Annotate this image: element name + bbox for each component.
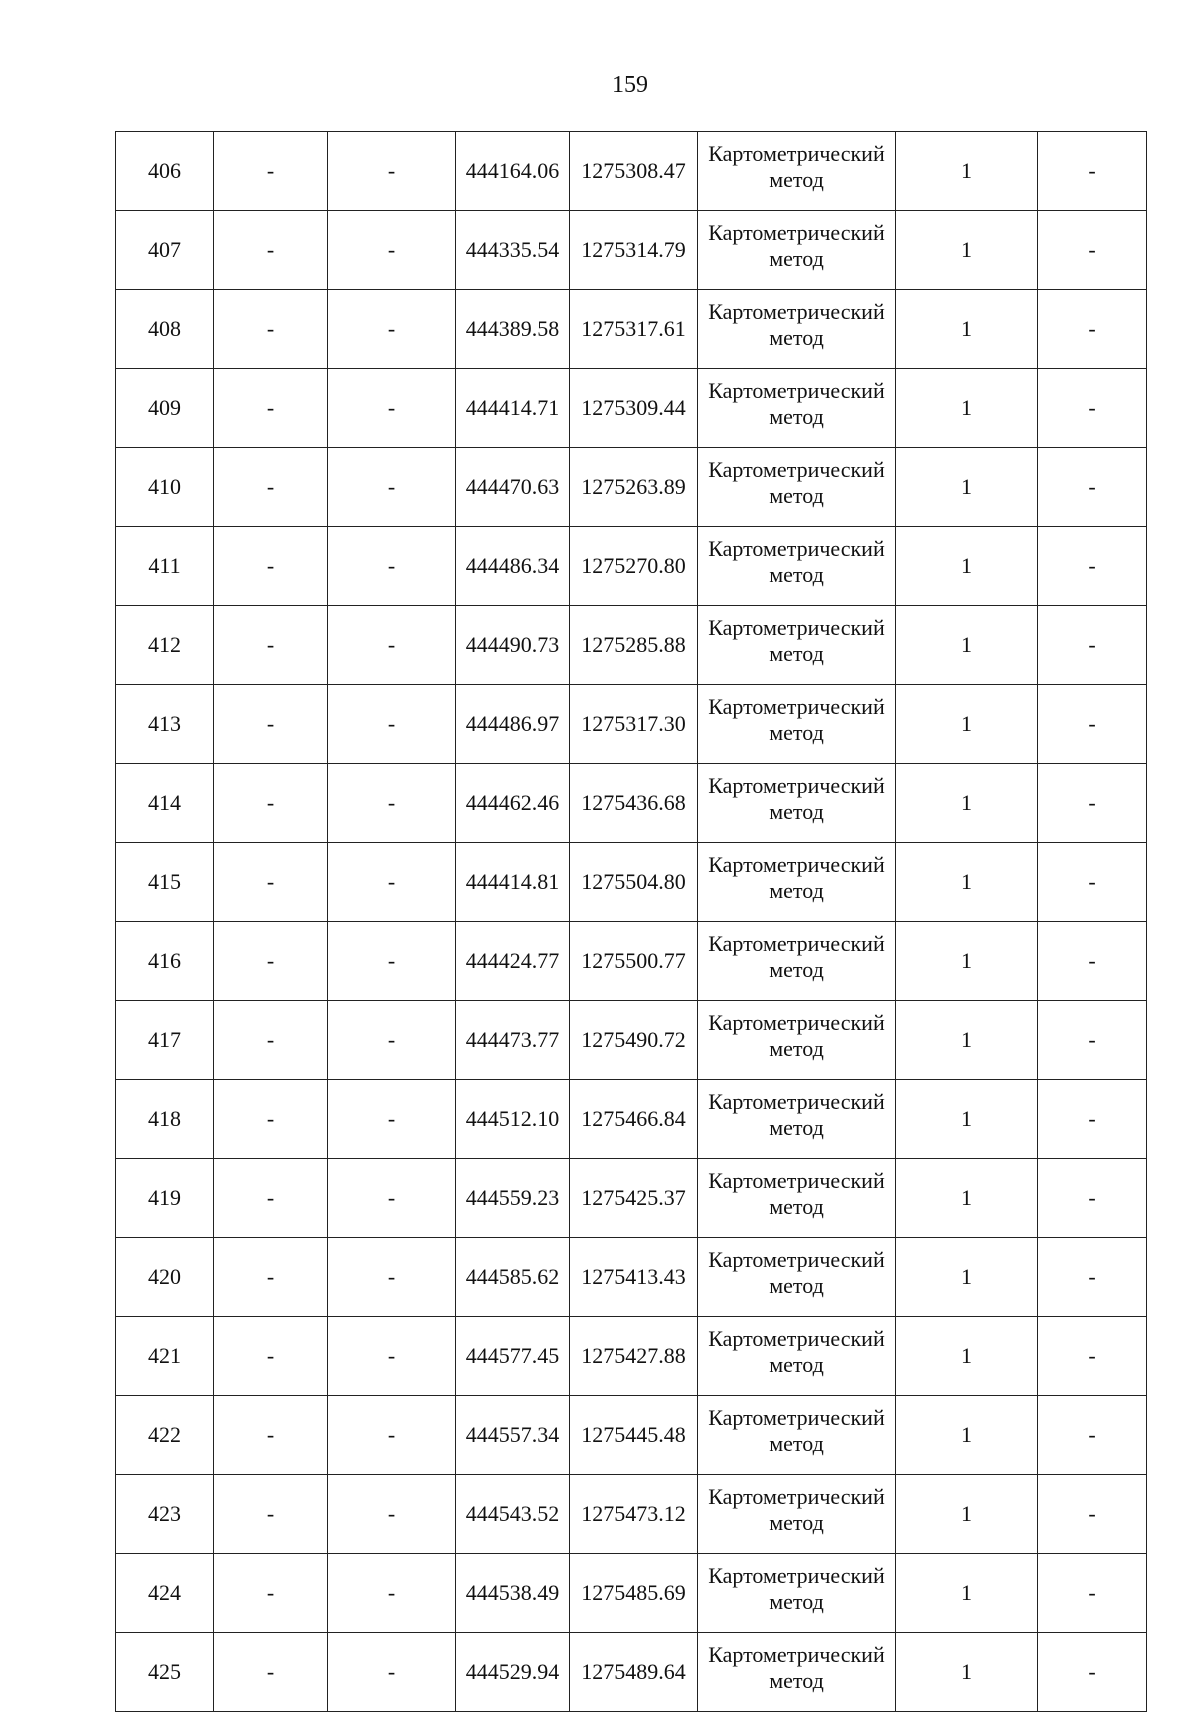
point-number-cell: 421 — [116, 1317, 214, 1396]
coordinate-x-cell: 444529.94 — [456, 1633, 570, 1712]
method-line: Картометрический — [708, 1642, 885, 1667]
method-line: Картометрический — [708, 457, 885, 482]
precision-cell: 1 — [896, 922, 1038, 1001]
note-cell: - — [1038, 1317, 1147, 1396]
method-line: Картометрический — [708, 1089, 885, 1114]
coordinate-y-cell: 1275489.64 — [570, 1633, 698, 1712]
method-line: метод — [769, 799, 824, 824]
coordinate-y-cell: 1275425.37 — [570, 1159, 698, 1238]
table-row — [116, 290, 1147, 369]
method-line: Картометрический — [708, 1563, 885, 1588]
table-row — [116, 606, 1147, 685]
point-number-cell: 424 — [116, 1554, 214, 1633]
method-cell — [698, 685, 896, 764]
empty-dash-cell: - — [214, 132, 328, 211]
precision-cell: 1 — [896, 211, 1038, 290]
method-line: Картометрический — [708, 220, 885, 245]
table-row — [116, 1159, 1147, 1238]
coordinate-x-cell: 444512.10 — [456, 1080, 570, 1159]
precision-cell: 1 — [896, 1080, 1038, 1159]
note-cell: - — [1038, 369, 1147, 448]
coordinate-y-cell: 1275473.12 — [570, 1475, 698, 1554]
coordinate-x-cell: 444164.06 — [456, 132, 570, 211]
precision-cell: 1 — [896, 1554, 1038, 1633]
method-line: метод — [769, 641, 824, 666]
method-cell — [698, 1317, 896, 1396]
empty-dash-cell: - — [328, 764, 456, 843]
table-row — [116, 1080, 1147, 1159]
point-number-cell: 419 — [116, 1159, 214, 1238]
coordinate-y-cell: 1275317.30 — [570, 685, 698, 764]
empty-dash-cell: - — [214, 369, 328, 448]
point-number-cell: 416 — [116, 922, 214, 1001]
method-line: Картометрический — [708, 1247, 885, 1272]
method-line: Картометрический — [708, 694, 885, 719]
empty-dash-cell: - — [328, 1475, 456, 1554]
method-cell — [698, 1001, 896, 1080]
coordinate-x-cell: 444577.45 — [456, 1317, 570, 1396]
point-number-cell: 406 — [116, 132, 214, 211]
coordinate-y-cell: 1275317.61 — [570, 290, 698, 369]
table-row — [116, 922, 1147, 1001]
coordinate-y-cell: 1275500.77 — [570, 922, 698, 1001]
empty-dash-cell: - — [328, 1317, 456, 1396]
note-cell: - — [1038, 922, 1147, 1001]
note-cell: - — [1038, 1633, 1147, 1712]
point-number-cell: 415 — [116, 843, 214, 922]
coordinate-y-cell: 1275490.72 — [570, 1001, 698, 1080]
note-cell: - — [1038, 448, 1147, 527]
method-line: Картометрический — [708, 1010, 885, 1035]
empty-dash-cell: - — [214, 606, 328, 685]
empty-dash-cell: - — [328, 290, 456, 369]
coordinate-y-cell: 1275445.48 — [570, 1396, 698, 1475]
method-cell — [698, 1238, 896, 1317]
coordinate-y-cell: 1275270.80 — [570, 527, 698, 606]
precision-cell: 1 — [896, 290, 1038, 369]
coordinate-y-cell: 1275314.79 — [570, 211, 698, 290]
method-line: метод — [769, 878, 824, 903]
note-cell: - — [1038, 1475, 1147, 1554]
coordinate-x-cell: 444473.77 — [456, 1001, 570, 1080]
method-line: Картометрический — [708, 141, 885, 166]
coordinate-x-cell: 444414.81 — [456, 843, 570, 922]
empty-dash-cell: - — [214, 685, 328, 764]
empty-dash-cell: - — [214, 1554, 328, 1633]
coordinate-y-cell: 1275309.44 — [570, 369, 698, 448]
precision-cell: 1 — [896, 369, 1038, 448]
method-line: Картометрический — [708, 931, 885, 956]
table-row — [116, 1554, 1147, 1633]
precision-cell: 1 — [896, 1159, 1038, 1238]
method-cell — [698, 448, 896, 527]
table-row — [116, 527, 1147, 606]
precision-cell: 1 — [896, 527, 1038, 606]
method-line: метод — [769, 1036, 824, 1061]
method-line: метод — [769, 1431, 824, 1456]
coordinate-y-cell: 1275504.80 — [570, 843, 698, 922]
empty-dash-cell: - — [328, 1554, 456, 1633]
table-body — [116, 132, 1147, 1712]
method-line: Картометрический — [708, 536, 885, 561]
point-number-cell: 407 — [116, 211, 214, 290]
empty-dash-cell: - — [328, 1001, 456, 1080]
coordinate-y-cell: 1275263.89 — [570, 448, 698, 527]
method-cell — [698, 132, 896, 211]
empty-dash-cell: - — [214, 1317, 328, 1396]
note-cell: - — [1038, 1159, 1147, 1238]
coordinate-x-cell: 444585.62 — [456, 1238, 570, 1317]
method-line: метод — [769, 246, 824, 271]
table-row — [116, 1001, 1147, 1080]
coordinate-y-cell: 1275466.84 — [570, 1080, 698, 1159]
note-cell: - — [1038, 764, 1147, 843]
point-number-cell: 422 — [116, 1396, 214, 1475]
point-number-cell: 410 — [116, 448, 214, 527]
empty-dash-cell: - — [328, 1159, 456, 1238]
point-number-cell: 414 — [116, 764, 214, 843]
note-cell: - — [1038, 1396, 1147, 1475]
table-row — [116, 764, 1147, 843]
coordinate-x-cell: 444543.52 — [456, 1475, 570, 1554]
table-row — [116, 1633, 1147, 1712]
coordinate-x-cell: 444490.73 — [456, 606, 570, 685]
coordinate-y-cell: 1275485.69 — [570, 1554, 698, 1633]
note-cell: - — [1038, 843, 1147, 922]
method-line: метод — [769, 1589, 824, 1614]
point-number-cell: 413 — [116, 685, 214, 764]
method-line: Картометрический — [708, 1405, 885, 1430]
coordinate-y-cell: 1275308.47 — [570, 132, 698, 211]
empty-dash-cell: - — [214, 211, 328, 290]
empty-dash-cell: - — [328, 922, 456, 1001]
table-row — [116, 132, 1147, 211]
empty-dash-cell: - — [328, 211, 456, 290]
precision-cell: 1 — [896, 764, 1038, 843]
precision-cell: 1 — [896, 132, 1038, 211]
empty-dash-cell: - — [214, 527, 328, 606]
method-line: метод — [769, 720, 824, 745]
method-line: метод — [769, 1273, 824, 1298]
empty-dash-cell: - — [214, 1159, 328, 1238]
method-line: Картометрический — [708, 299, 885, 324]
coordinate-y-cell: 1275413.43 — [570, 1238, 698, 1317]
method-line: метод — [769, 1115, 824, 1140]
method-line: Картометрический — [708, 852, 885, 877]
point-number-cell: 420 — [116, 1238, 214, 1317]
empty-dash-cell: - — [328, 1238, 456, 1317]
method-line: метод — [769, 325, 824, 350]
method-line: Картометрический — [708, 615, 885, 640]
empty-dash-cell: - — [328, 369, 456, 448]
table-row — [116, 685, 1147, 764]
empty-dash-cell: - — [328, 448, 456, 527]
method-cell — [698, 1633, 896, 1712]
empty-dash-cell: - — [214, 290, 328, 369]
point-number-cell: 408 — [116, 290, 214, 369]
method-cell — [698, 1396, 896, 1475]
page-number: 159 — [612, 72, 648, 98]
precision-cell: 1 — [896, 1001, 1038, 1080]
empty-dash-cell: - — [214, 764, 328, 843]
point-number-cell: 425 — [116, 1633, 214, 1712]
method-line: метод — [769, 404, 824, 429]
coordinate-x-cell: 444414.71 — [456, 369, 570, 448]
coordinate-x-cell: 444557.34 — [456, 1396, 570, 1475]
method-cell — [698, 922, 896, 1001]
coordinate-x-cell: 444424.77 — [456, 922, 570, 1001]
empty-dash-cell: - — [214, 843, 328, 922]
method-line: метод — [769, 957, 824, 982]
empty-dash-cell: - — [214, 1475, 328, 1554]
coordinate-x-cell: 444486.97 — [456, 685, 570, 764]
precision-cell: 1 — [896, 448, 1038, 527]
note-cell: - — [1038, 1238, 1147, 1317]
empty-dash-cell: - — [328, 606, 456, 685]
note-cell: - — [1038, 1001, 1147, 1080]
method-cell — [698, 843, 896, 922]
empty-dash-cell: - — [328, 527, 456, 606]
table-row — [116, 1475, 1147, 1554]
empty-dash-cell: - — [328, 685, 456, 764]
method-cell — [698, 606, 896, 685]
empty-dash-cell: - — [328, 843, 456, 922]
method-line: метод — [769, 562, 824, 587]
method-line: метод — [769, 1668, 824, 1693]
method-cell — [698, 369, 896, 448]
method-line: метод — [769, 1352, 824, 1377]
coordinate-y-cell: 1275427.88 — [570, 1317, 698, 1396]
note-cell: - — [1038, 685, 1147, 764]
coordinate-y-cell: 1275285.88 — [570, 606, 698, 685]
precision-cell: 1 — [896, 1475, 1038, 1554]
note-cell: - — [1038, 527, 1147, 606]
table-row — [116, 843, 1147, 922]
note-cell: - — [1038, 211, 1147, 290]
note-cell: - — [1038, 290, 1147, 369]
method-cell — [698, 211, 896, 290]
precision-cell: 1 — [896, 1396, 1038, 1475]
method-cell — [698, 1159, 896, 1238]
empty-dash-cell: - — [214, 448, 328, 527]
precision-cell: 1 — [896, 843, 1038, 922]
method-cell — [698, 1475, 896, 1554]
table-row — [116, 211, 1147, 290]
note-cell: - — [1038, 1554, 1147, 1633]
coordinate-x-cell: 444538.49 — [456, 1554, 570, 1633]
method-line: Картометрический — [708, 378, 885, 403]
empty-dash-cell: - — [328, 1396, 456, 1475]
coordinate-x-cell: 444470.63 — [456, 448, 570, 527]
empty-dash-cell: - — [328, 1080, 456, 1159]
empty-dash-cell: - — [214, 1080, 328, 1159]
table-row — [116, 1396, 1147, 1475]
point-number-cell: 412 — [116, 606, 214, 685]
coordinate-x-cell: 444559.23 — [456, 1159, 570, 1238]
coordinates-table — [115, 131, 1147, 1712]
precision-cell: 1 — [896, 1633, 1038, 1712]
precision-cell: 1 — [896, 685, 1038, 764]
table-row — [116, 1317, 1147, 1396]
table-row — [116, 1238, 1147, 1317]
method-line: Картометрический — [708, 1326, 885, 1351]
point-number-cell: 409 — [116, 369, 214, 448]
empty-dash-cell: - — [214, 1001, 328, 1080]
method-line: Картометрический — [708, 773, 885, 798]
coordinate-x-cell: 444462.46 — [456, 764, 570, 843]
method-line: Картометрический — [708, 1484, 885, 1509]
coordinate-y-cell: 1275436.68 — [570, 764, 698, 843]
method-line: метод — [769, 1510, 824, 1535]
table-row — [116, 448, 1147, 527]
point-number-cell: 411 — [116, 527, 214, 606]
method-cell — [698, 290, 896, 369]
empty-dash-cell: - — [214, 1396, 328, 1475]
method-line: метод — [769, 483, 824, 508]
coordinate-x-cell: 444486.34 — [456, 527, 570, 606]
method-cell — [698, 764, 896, 843]
precision-cell: 1 — [896, 1317, 1038, 1396]
empty-dash-cell: - — [328, 1633, 456, 1712]
precision-cell: 1 — [896, 606, 1038, 685]
method-cell — [698, 1554, 896, 1633]
empty-dash-cell: - — [214, 922, 328, 1001]
precision-cell: 1 — [896, 1238, 1038, 1317]
method-line: метод — [769, 167, 824, 192]
empty-dash-cell: - — [214, 1238, 328, 1317]
coordinate-x-cell: 444335.54 — [456, 211, 570, 290]
point-number-cell: 418 — [116, 1080, 214, 1159]
point-number-cell: 423 — [116, 1475, 214, 1554]
point-number-cell: 417 — [116, 1001, 214, 1080]
method-cell — [698, 1080, 896, 1159]
note-cell: - — [1038, 1080, 1147, 1159]
empty-dash-cell: - — [328, 132, 456, 211]
note-cell: - — [1038, 606, 1147, 685]
method-line: Картометрический — [708, 1168, 885, 1193]
table-row — [116, 369, 1147, 448]
method-line: метод — [769, 1194, 824, 1219]
note-cell: - — [1038, 132, 1147, 211]
coordinate-x-cell: 444389.58 — [456, 290, 570, 369]
empty-dash-cell: - — [214, 1633, 328, 1712]
method-cell — [698, 527, 896, 606]
